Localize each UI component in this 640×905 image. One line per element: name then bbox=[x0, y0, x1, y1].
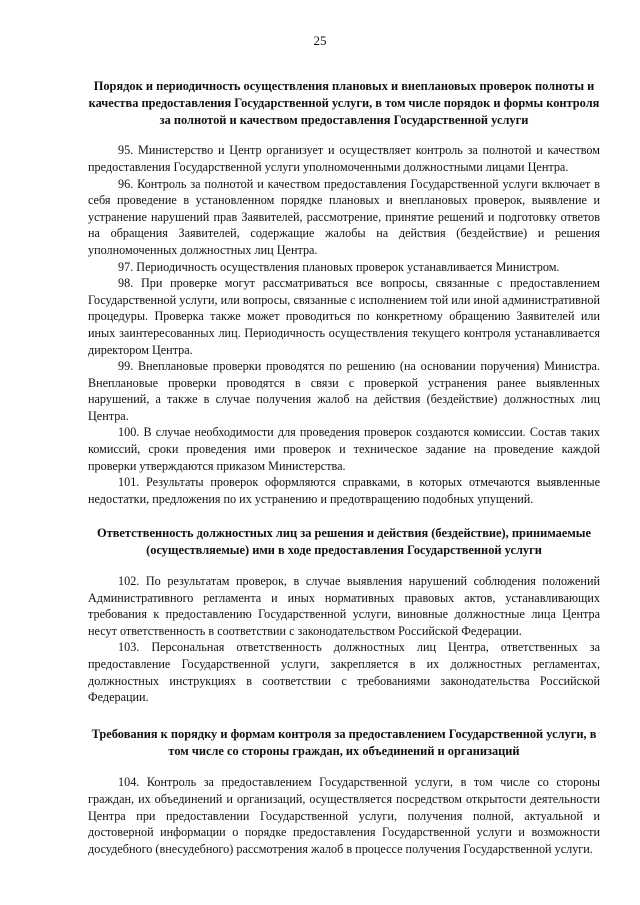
section-heading-responsibility: Ответственность должностных лиц за решения и действия (бездействие), принимаемые (осуществляемые) ими в ходе предоставления Государственной услуги bbox=[97, 526, 591, 558]
paragraph-98: 98. При проверке могут рассматриваться все вопросы, связанные с предоставлением Государственной услуги, или вопросы, связанные с исполнением той или иной административной процедуры. Проверка также может проводиться по конкретному обращению Заявителей или иных заинтересованных лиц. Периодичность осуществления текущего контроля устанавливается директором Центра. bbox=[88, 276, 600, 357]
section-heading-control-requirements: Требования к порядку и формам контроля за предоставлением Государственной услуги, в том числе со стороны граждан, их объединений и организаций bbox=[91, 726, 597, 758]
page-number: 25 bbox=[313, 33, 327, 48]
page-content bbox=[88, 78, 600, 857]
paragraph-100: 100. В случае необходимости для проведения проверок создаются комиссии. Состав таких комиссий, сроки проведения ими проверок и техническое задание на проведение каждой проверки утверждаются приказом Министерства. bbox=[88, 425, 600, 473]
section-heading-control-procedure: Порядок и периодичность осуществления плановых и внеплановых проверок полноты и качества предоставления Государственной услуги, в том числе порядок и формы контроля за полнотой и качеством предоставления Государственной услуги bbox=[88, 79, 600, 127]
paragraph-102: 102. По результатам проверок, в случае выявления нарушений соблюдения положений Административного регламента и иных нормативных правовых актов, устанавливающих требования к предоставлению Государственной услуги, виновные должностные лица Центра несут ответственность в соответствии с законодательством Российской Федерации. bbox=[88, 574, 600, 638]
paragraph-97: 97. Периодичность осуществления плановых проверок устанавливается Министром. bbox=[118, 259, 560, 274]
paragraph-95: 95. Министерство и Центр организует и осуществляет контроль за полнотой и качеством предоставления Государственной услуги уполномоченными должностными лицами Центра. bbox=[88, 143, 600, 174]
paragraph-104: 104. Контроль за предоставлением Государственной услуги, в том числе со стороны граждан, их объединений и организаций, осуществляется посредством открытости деятельности Центра при предоставлении Государственной услуги, получения полной, актуальной и достоверной информации о порядке предоставления Государственной услуги и возможности досудебного (внесудебного) рассмотрения жалоб в процессе получения Государственной услуги. bbox=[88, 775, 600, 856]
paragraph-101: 101. Результаты проверок оформляются справками, в которых отмечаются выявленные недостатки, предложения по их устранению и предотвращению подобных упущений. bbox=[88, 475, 600, 506]
paragraph-96: 96. Контроль за полнотой и качеством предоставления Государственной услуги включает в себя проведение в установленном порядке плановых и внеплановых проверок, выявление и устранение нарушений прав Заявителей, рассмотрение, принятие решений и подготовку ответов на обращения Заявителей, содержащие жалобы на действия (бездействие) и решения уполномоченных должностных лиц Центра. bbox=[88, 176, 600, 257]
paragraph-99: 99. Внеплановые проверки проводятся по решению (на основании поручения) Министра. Внеплановые проверки проводятся в связи с проверкой устранения ранее выявленных нарушений, а также в случае получения жалоб на действия (бездействие) должностных лиц Центра. bbox=[88, 359, 600, 423]
paragraph-103: 103. Персональная ответственность должностных лиц Центра, ответственных за предоставление Государственной услуги, закрепляется в их должностных регламентах, должностных инструкциях в соответствии с требованиями законодательства Российской Федерации. bbox=[88, 640, 600, 705]
